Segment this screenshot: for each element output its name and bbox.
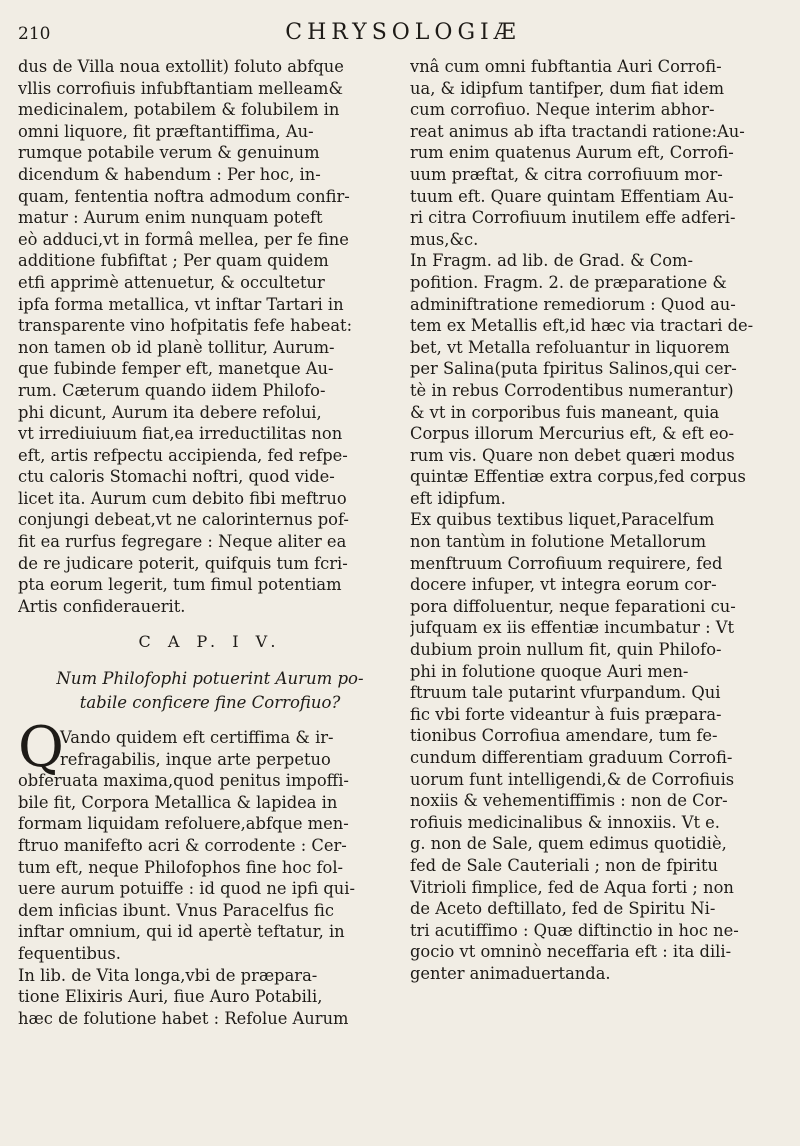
left-column (18, 56, 402, 1029)
chapter-heading-line: tabile conficere fine Corrofiuo? (79, 693, 341, 713)
text-line: conjungi debeat,vt ne calorinternus pof- (18, 510, 349, 530)
text-line: transparente vino hofpitatis fefe habeat: (18, 316, 353, 336)
text-line: rumque potabile verum & genuinum (18, 143, 320, 163)
text-line: Corpus illorum Mercurius eft, & eft eo- (410, 424, 735, 444)
text-line: vt irrediuiuum fiat,ea irreductilitas non (18, 424, 343, 444)
running-head: CHRYSOLOGIÆ (285, 20, 521, 45)
text-line: quam, fententia noftra admodum confir- (18, 186, 350, 206)
page-number: 210 (18, 24, 51, 44)
text-line: fic vbi forte videantur à fuis præpara- (410, 704, 722, 724)
text-line: vllis corrofiuis infubftantiam melleam& (18, 78, 343, 98)
text-line: noxiis & vehementiffimis : non de Cor- (410, 791, 728, 811)
text-line: In Fragm. ad lib. de Grad. & Com- (410, 251, 693, 271)
text-line: dem inficias ibunt. Vnus Paracelfus fic (18, 900, 334, 920)
text-line: bile fit, Corpora Metallica & lapidea in (18, 792, 338, 812)
text-line: dicendum & habendum : Per hoc, in- (18, 164, 321, 184)
chapter-number: C A P. I V. (138, 632, 282, 652)
text-line: omni liquore, fit præftantiffima, Au- (18, 121, 314, 141)
text-line: non tamen ob id planè tollitur, Aurum- (18, 337, 335, 357)
text-line: ftruo manifefto acri & corrodente : Cer- (18, 836, 347, 855)
text-line: bet, vt Metalla refoluantur in liquorem (410, 337, 730, 357)
text-line: uum præftat, & citra corrofiuum mor- (410, 164, 723, 184)
text-line: non tantùm in folutione Metallorum (410, 532, 707, 552)
text-line: uorum funt intelligendi,& de Corrofiuis (410, 769, 735, 789)
text-line: cundum differentiam graduum Corrofi- (410, 748, 733, 767)
text-line: rum enim quatenus Aurum eft, Corrofi- (410, 143, 734, 163)
text-line: hæc de folutione habet : Refolue Aurum (18, 1008, 349, 1028)
text-line: tionibus Corrofiua amendare, tum fe- (410, 726, 718, 746)
text-line: eft, artis refpectu accipienda, fed refpe- (18, 445, 348, 465)
text-line: ua, & idipfum tantifper, dum fiat idem (410, 78, 725, 98)
text-line: ipfa forma metallica, vt inftar Tartari in (18, 294, 344, 314)
text-line: dubium proin nullum fit, quin Philofo- (410, 640, 722, 660)
text-line: per Salina(puta fpiritus Salinos,qui cer- (410, 359, 737, 379)
drop-cap: Q (18, 715, 64, 781)
text-line: additione fubfiftat ; Per quam quidem (18, 251, 329, 271)
text-line: adminiftratione remediorum : Quod au- (410, 294, 736, 314)
text-line: genter animaduertanda. (410, 963, 611, 983)
text-line: refragabilis, inque arte perpetuo (60, 749, 331, 769)
text-line: medicinalem, potabilem & folubilem in (18, 100, 340, 120)
text-line: de re judicare poterit, quifquis tum fcri- (18, 553, 348, 573)
text-line: jufquam ex iis effentiæ incumbatur : Vt (410, 618, 735, 638)
text-line: pora diffoluentur, neque feparationi cu- (410, 596, 736, 616)
text-line: ftruum tale putarint vfurpandum. Qui (410, 683, 721, 703)
text-line: tum eft, neque Philofophos fine hoc fol- (18, 857, 344, 877)
text-line: fed de Sale Cauteriali ; non de fpiritu (410, 855, 719, 875)
text-line: rofiuis medicinalibus & innoxiis. Vt e. (410, 812, 720, 832)
text-line: quintæ Effentiæ extra corpus,fed corpus (410, 467, 746, 487)
text-line: fit ea rurfus fegregare : Neque aliter ea (18, 532, 347, 552)
chapter-heading-line: Num Philofophi potuerint Aurum po- (56, 669, 364, 689)
text-line: Vitrioli fimplice, fed de Aqua forti ; non (410, 877, 734, 897)
text-line: gocio vt omninò neceffaria eft : ita dili- (410, 942, 732, 962)
text-line: Vando quidem eft certiffima & ir- (60, 728, 334, 748)
text-line: Artis confiderauerit. (18, 596, 186, 616)
text-line: tione Elixiris Auri, fiue Auro Potabili, (18, 987, 323, 1007)
text-line: ri citra Corrofiuum inutilem effe adferi- (410, 208, 736, 228)
text-line: que fubinde femper eft, manetque Au- (18, 359, 334, 379)
text-line: In lib. de Vita longa,vbi de præpara- (18, 965, 318, 985)
text-line: etfi apprimè attenuetur, & occultetur (18, 272, 325, 292)
text-line: rum vis. Quare non debet quæri modus (410, 445, 735, 465)
text-line: inftar omnium, qui id apertè teftatur, in (18, 922, 345, 942)
text-line: matur : Aurum enim nunquam poteft (18, 208, 323, 228)
left-paragraph-1 (18, 56, 402, 617)
page-header (18, 18, 788, 54)
text-line: obferuata maxima,quod penitus impoffi- (18, 771, 349, 791)
text-line: phi dicunt, Aurum ita debere refolui, (18, 402, 322, 422)
text-line: ctu caloris Stomachi noftri, quod vide- (18, 467, 335, 487)
left-paragraph-2 (18, 715, 402, 1029)
text-line: cum corrofiuo. Neque interim abhor- (410, 100, 715, 120)
text-line: docere infuper, vt integra eorum cor- (410, 575, 717, 595)
text-line: reat animus ab ifta tractandi ratione:Au- (410, 121, 745, 141)
right-column (410, 56, 790, 985)
text-line: de Aceto deftillato, fed de Spiritu Ni- (410, 899, 716, 919)
text-line: menftruum Corrofiuum requirere, fed (410, 553, 723, 573)
text-line: dus de Villa noua extollit) foluto abfque (18, 57, 344, 76)
text-line: eò adduci,vt in formâ mellea, per fe fine (18, 229, 349, 249)
text-line: uere aurum potuiffe : id quod ne ipfi qui- (18, 879, 355, 899)
right-paragraph-3 (410, 509, 790, 984)
text-line: mus,&c. (410, 229, 479, 249)
text-line: Ex quibus textibus liquet,Paracelfum (410, 510, 715, 530)
chapter-heading (18, 667, 402, 715)
text-line: fequentibus. (18, 943, 121, 963)
text-line: pofition. Fragm. 2. de præparatione & (410, 272, 727, 292)
text-line: g. non de Sale, quem edimus quotidiè, (410, 834, 727, 854)
text-line: phi in folutione quoque Auri men- (410, 661, 689, 681)
text-line: tri acutiffimo : Quæ diftinctio in hoc ne- (410, 920, 739, 940)
text-line: pta eorum legerit, tum fimul potentiam (18, 575, 342, 595)
right-paragraph-2 (410, 250, 790, 509)
text-line: rum. Cæterum quando iidem Philofo- (18, 380, 326, 400)
text-line: tè in rebus Corrodentibus numerantur) (410, 380, 734, 400)
text-line: tuum eft. Quare quintam Effentiam Au- (410, 186, 734, 206)
text-line: & vt in corporibus fuis maneant, quia (410, 402, 720, 422)
text-line: eft idipfum. (410, 488, 506, 508)
text-line: tem ex Metallis eft,id hæc via tractari de- (410, 316, 754, 336)
right-paragraph-1 (410, 56, 790, 250)
text-line: vnâ cum omni fubftantia Auri Corrofi- (410, 57, 722, 76)
text-line: licet ita. Aurum cum debito fibi meftruo (18, 488, 347, 508)
text-line: formam liquidam refoluere,abfque men- (18, 814, 349, 834)
